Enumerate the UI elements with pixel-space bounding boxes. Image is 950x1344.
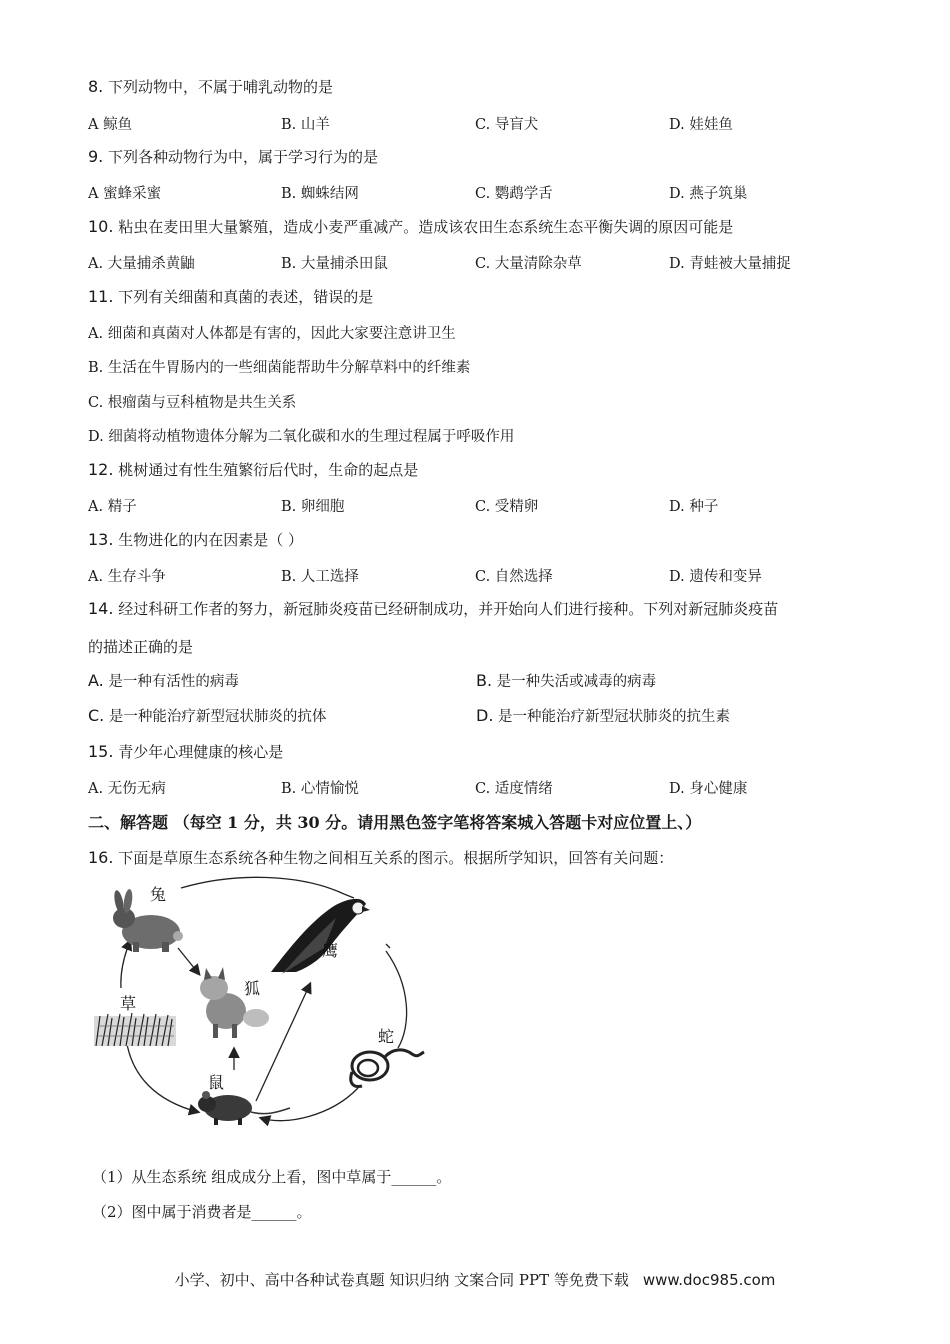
option-b: B. 人工选择 bbox=[281, 569, 359, 585]
option-text: 是一种失活或减毒的病毒 bbox=[496, 674, 657, 690]
arc-snake-mouse bbox=[261, 1088, 358, 1121]
question-number: 15. bbox=[88, 742, 114, 761]
question-number: 14. bbox=[88, 599, 114, 618]
question-stem: 下列各种动物行为中，属于学习行为的是 bbox=[108, 148, 379, 166]
label-snake: 蛇 bbox=[378, 1027, 395, 1046]
arrow-mouse-eagle bbox=[256, 984, 310, 1101]
question-number: 9. bbox=[88, 147, 104, 166]
option-d: D. 青蛙被大量捕捉 bbox=[669, 256, 791, 272]
question-stem: 粘虫在麦田里大量繁殖，造成小麦严重减产。造成该农田生态系统生态平衡失调的原因可能是 bbox=[118, 218, 734, 236]
option-a: A. 细菌和真菌对人体都是有害的，因此大家要注意讲卫生 bbox=[88, 326, 456, 342]
question-9 bbox=[88, 146, 378, 167]
option-c: C. 导盲犬 bbox=[475, 117, 539, 133]
option-text: 是一种有活性的病毒 bbox=[108, 674, 239, 690]
question-stem: 下列有关细菌和真菌的表述，错误的是 bbox=[118, 288, 374, 306]
question-14-continued: 的描述正确的是 bbox=[88, 638, 194, 656]
option-b: B. 蜘蛛结网 bbox=[281, 186, 359, 202]
rabbit-illustration bbox=[113, 889, 183, 952]
question-number: 12. bbox=[88, 460, 114, 479]
option-text: 是一种能治疗新型冠状肺炎的抗体 bbox=[108, 709, 327, 725]
mouse-illustration bbox=[198, 1091, 290, 1125]
option-a: A. 无伤无病 bbox=[88, 781, 166, 797]
question-stem: 青少年心理健康的核心是 bbox=[118, 743, 284, 761]
question-8 bbox=[88, 76, 333, 97]
option-a: A 鲸鱼 bbox=[88, 117, 133, 133]
option-a: A 蜜蜂采蜜 bbox=[88, 186, 162, 202]
question-10 bbox=[88, 216, 733, 237]
label-fox: 狐 bbox=[244, 979, 261, 998]
option-d: D. 细菌将动植物遗体分解为二氧化碳和水的生理过程属于呼吸作用 bbox=[88, 429, 515, 445]
question-stem: 生物进化的内在因素是（ ） bbox=[118, 531, 304, 549]
option-d: D. 遗传和变异 bbox=[669, 569, 762, 585]
option-a: A. 生存斗争 bbox=[88, 569, 166, 585]
option-a: A. 大量捕杀黄鼬 bbox=[88, 256, 195, 272]
option-b: B. 大量捕杀田鼠 bbox=[281, 256, 388, 272]
option-b bbox=[476, 670, 656, 691]
fox-illustration bbox=[200, 967, 269, 1038]
footer-link[interactable]: www.doc985.com bbox=[642, 1271, 776, 1289]
label-mouse: 鼠 bbox=[208, 1073, 225, 1092]
option-letter: B. bbox=[476, 671, 493, 690]
question-stem: 下列动物中，不属于哺乳动物的是 bbox=[108, 78, 334, 96]
option-letter: C. bbox=[88, 706, 105, 725]
option-c: C. 自然选择 bbox=[475, 569, 553, 585]
question-11 bbox=[88, 286, 373, 307]
option-d: D. 燕子筑巢 bbox=[669, 186, 748, 202]
option-a: A. 精子 bbox=[88, 499, 137, 515]
eagle-illustration bbox=[271, 899, 370, 974]
question-number: 11. bbox=[88, 287, 114, 306]
option-d bbox=[476, 705, 730, 726]
option-c: C. 大量清除杂草 bbox=[475, 256, 582, 272]
question-number: 16. bbox=[88, 848, 114, 867]
question-stem: 桃树通过有性生殖繁衍后代时，生命的起点是 bbox=[118, 461, 419, 479]
option-a bbox=[88, 670, 239, 691]
question-16 bbox=[88, 847, 673, 868]
option-c: C. 受精卵 bbox=[475, 499, 539, 515]
question-stem: 下面是草原生态系统各种生物之间相互关系的图示。根据所学知识，回答有关问题： bbox=[118, 849, 674, 867]
arrow-rabbit-fox bbox=[178, 948, 199, 974]
question-number: 8. bbox=[88, 77, 104, 96]
option-c: C. 适度情绪 bbox=[475, 781, 553, 797]
arc-rabbit-eagle bbox=[181, 877, 344, 894]
option-text: 是一种能治疗新型冠状肺炎的抗生素 bbox=[498, 709, 731, 725]
question-stem: 经过科研工作者的努力，新冠肺炎疫苗已经研制成功，并开始向人们进行接种。下列对新冠肺炎疫苗 bbox=[118, 600, 779, 618]
label-grass: 草 bbox=[120, 994, 137, 1013]
question-number: 13. bbox=[88, 530, 114, 549]
option-b: B. 心情愉悦 bbox=[281, 781, 359, 797]
section-heading: 二、解答题 （每空 1 分，共 30 分。请用黑色签字笔将答案城入答题卡对应位置上、） bbox=[88, 813, 702, 832]
question-number: 10. bbox=[88, 217, 114, 236]
option-b: B. 卵细胞 bbox=[281, 499, 345, 515]
option-c: C. 鹦鹉学舌 bbox=[475, 186, 553, 202]
question-12 bbox=[88, 459, 418, 480]
option-letter: A. bbox=[88, 671, 104, 690]
footer-text: 小学、初中、高中各种试卷真题 知识归纳 文案合同 PPT 等免费下载 bbox=[174, 1271, 629, 1289]
arrow-grass-rabbit bbox=[121, 941, 130, 988]
page-footer bbox=[0, 1269, 950, 1290]
label-eagle: 鹰 bbox=[322, 941, 339, 960]
food-web-diagram bbox=[86, 876, 436, 1138]
label-rabbit: 兔 bbox=[150, 885, 167, 904]
option-letter: D. bbox=[476, 706, 494, 725]
option-c: C. 根瘤菌与豆科植物是共生关系 bbox=[88, 395, 297, 411]
grass-illustration bbox=[94, 1013, 176, 1046]
option-d: D. 身心健康 bbox=[669, 781, 748, 797]
question-14 bbox=[88, 598, 778, 619]
question-13 bbox=[88, 529, 303, 550]
question-15 bbox=[88, 741, 283, 762]
sub-question-2: （2）图中属于消费者是______。 bbox=[92, 1203, 312, 1221]
sub-question-1: （1）从生态系统 组成成分上看，图中草属于______。 bbox=[92, 1168, 452, 1186]
option-c bbox=[88, 705, 326, 726]
snake-illustration bbox=[351, 1050, 424, 1087]
option-d: D. 种子 bbox=[669, 499, 719, 515]
arc-grass-mouse bbox=[126, 1038, 198, 1112]
option-b: B. 生活在牛胃肠内的一些细菌能帮助牛分解草料中的纤维素 bbox=[88, 360, 471, 376]
option-b: B. 山羊 bbox=[281, 117, 330, 133]
option-d: D. 娃娃鱼 bbox=[669, 117, 733, 133]
